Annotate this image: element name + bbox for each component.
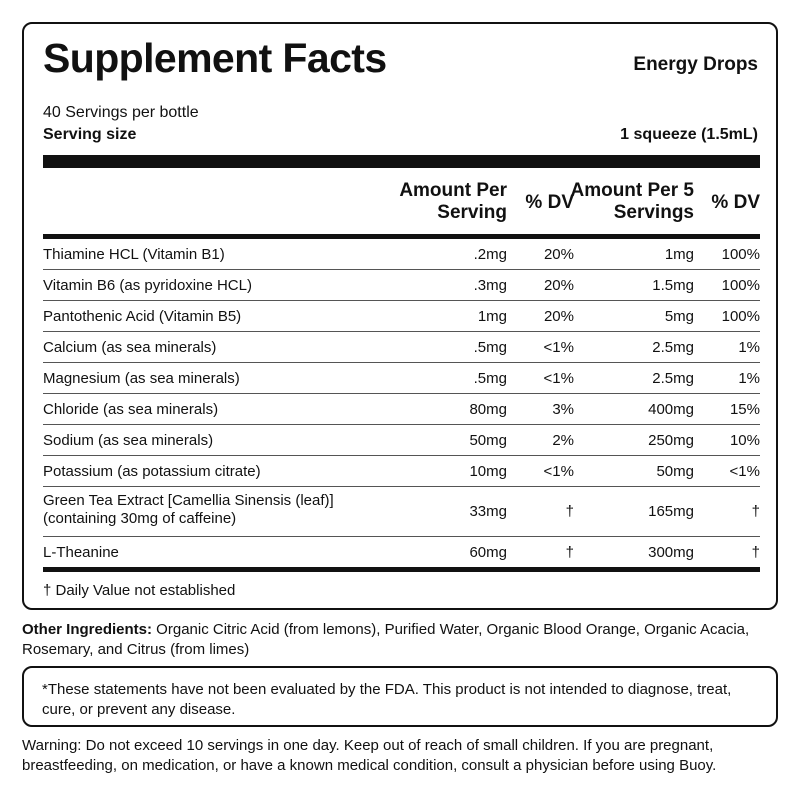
daily-value-5-servings: 1%: [738, 370, 760, 387]
product-name: Energy Drops: [633, 54, 758, 75]
daily-value: †: [565, 503, 574, 520]
table-row: [43, 270, 760, 301]
amount-per-5-servings: 1mg: [664, 246, 694, 263]
daily-value: 20%: [543, 246, 574, 263]
dv-footnote: † Daily Value not established: [43, 582, 236, 599]
table-row: [43, 363, 760, 394]
nutrient-name-line-1: Green Tea Extract [Camellia Sinensis (leaf)]: [43, 492, 334, 509]
daily-value: <1%: [543, 463, 574, 480]
nutrient-name: Potassium (as potassium citrate): [43, 463, 261, 480]
daily-value: †: [565, 544, 574, 561]
amount-per-5-servings: 5mg: [664, 308, 694, 325]
fda-disclaimer: *These statements have not been evaluated by the FDA. This product is not intended to diagnose, treat, cure, or prevent any disease.: [42, 681, 732, 718]
amount-per-serving: .2mg: [473, 246, 507, 263]
supplement-facts-panel: [22, 22, 778, 610]
amount-per-serving: .5mg: [473, 370, 507, 387]
amount-per-5-servings: 50mg: [656, 463, 694, 480]
amount-per-5-servings: 2.5mg: [652, 339, 694, 356]
other-ingredients-text: Organic Citric Acid (from lemons), Purified Water, Organic Blood Orange, Organic Acacia, Rosemary, and Citrus (from limes): [22, 621, 750, 658]
table-row: [43, 456, 760, 487]
fda-disclaimer-box: [22, 666, 778, 727]
amount-per-serving: 50mg: [469, 432, 507, 449]
serving-size-value: 1 squeeze (1.5mL): [620, 126, 758, 143]
table-row: [43, 425, 760, 456]
nutrient-name: L-Theanine: [43, 544, 119, 561]
amount-per-5-servings: 2.5mg: [652, 370, 694, 387]
nutrient-name: Magnesium (as sea minerals): [43, 370, 240, 387]
daily-value: 20%: [543, 277, 574, 294]
nutrient-name: [43, 492, 334, 528]
amount-per-serving: .3mg: [473, 277, 507, 294]
nutrient-name: Chloride (as sea minerals): [43, 401, 219, 418]
nutrient-name: Sodium (as sea minerals): [43, 432, 214, 449]
amount-per-5-servings: 400mg: [648, 401, 694, 418]
daily-value-5-servings: 1%: [738, 339, 760, 356]
daily-value: <1%: [543, 339, 574, 356]
table-row: [43, 487, 760, 537]
thick-divider: [43, 155, 760, 168]
daily-value: 20%: [543, 308, 574, 325]
header-amount-per-serving: Amount Per Serving: [399, 180, 507, 223]
daily-value-5-servings: 100%: [721, 246, 760, 263]
table-row: [43, 537, 760, 568]
amount-per-serving: 60mg: [469, 544, 507, 561]
table-row: [43, 301, 760, 332]
daily-value-5-servings: †: [751, 544, 760, 561]
amount-per-serving: 10mg: [469, 463, 507, 480]
daily-value-5-servings: 10%: [729, 432, 760, 449]
serving-size-label: Serving size: [43, 126, 137, 143]
panel-title: Supplement Facts: [43, 35, 387, 81]
daily-value-5-servings: 100%: [721, 277, 760, 294]
nutrient-table: [43, 239, 760, 568]
amount-per-5-servings: 1.5mg: [652, 277, 694, 294]
nutrient-name: Calcium (as sea minerals): [43, 339, 217, 356]
amount-per-5-servings: 250mg: [648, 432, 694, 449]
amount-per-serving: .5mg: [473, 339, 507, 356]
warning-text: Warning: Do not exceed 10 servings in one day. Keep out of reach of small children. If you are pregnant, breastfeeding, on medication, or have a known medical condition, consult a physician before using Buoy.: [22, 737, 717, 774]
header-dv-1: % DV: [525, 192, 574, 213]
amount-per-5-servings: 300mg: [648, 544, 694, 561]
daily-value: 3%: [552, 401, 574, 418]
other-ingredients-label: Other Ingredients:: [22, 621, 153, 638]
amount-per-serving: 33mg: [469, 503, 507, 520]
servings-per-container: 40 Servings per bottle: [43, 104, 199, 121]
daily-value-5-servings: 100%: [721, 308, 760, 325]
nutrient-name: Vitamin B6 (as pyridoxine HCL): [43, 277, 252, 294]
amount-per-5-servings: 165mg: [648, 503, 694, 520]
nutrient-name: Pantothenic Acid (Vitamin B5): [43, 308, 242, 325]
table-row: [43, 394, 760, 425]
table-row: [43, 332, 760, 363]
daily-value-5-servings: †: [751, 503, 760, 520]
amount-per-serving: 1mg: [477, 308, 507, 325]
header-amount-per-5-servings: Amount Per 5 Servings: [570, 180, 694, 223]
daily-value: 2%: [552, 432, 574, 449]
daily-value: <1%: [543, 370, 574, 387]
column-header-row: [43, 176, 760, 234]
nutrient-name-line-2: (containing 30mg of caffeine): [43, 510, 237, 527]
nutrient-name: Thiamine HCL (Vitamin B1): [43, 246, 225, 263]
daily-value-5-servings: <1%: [729, 463, 760, 480]
other-ingredients: [22, 620, 778, 660]
table-row: [43, 239, 760, 270]
header-dv-2: % DV: [711, 192, 760, 213]
amount-per-serving: 80mg: [469, 401, 507, 418]
bottom-divider: [43, 567, 760, 572]
daily-value-5-servings: 15%: [729, 401, 760, 418]
